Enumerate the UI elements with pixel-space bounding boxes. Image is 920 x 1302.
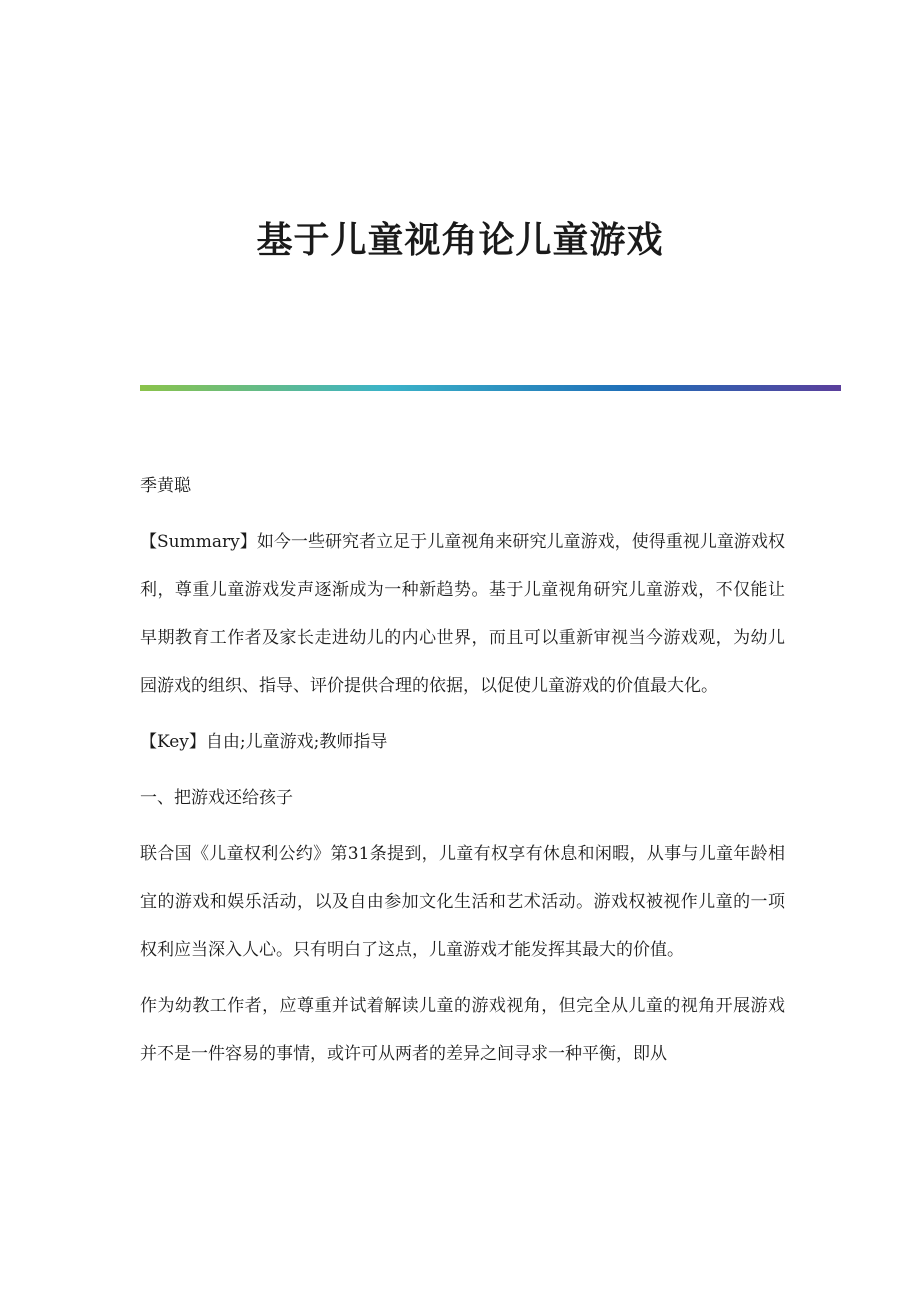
summary-paragraph: [140, 518, 785, 710]
summary-text: 如今一些研究者立足于儿童视角来研究儿童游戏，使得重视儿童游戏权利，尊重儿童游戏发声逐渐成为一种新趋势。基于儿童视角研究儿童游戏，不仅能让早期教育工作者及家长走进幼儿的内心世界，而且可以重新审视当今游戏观，为幼儿园游戏的组织、指导、评价提供合理的依据，以促使儿童游戏的价值最大化。: [140, 532, 786, 696]
keywords-paragraph: [140, 718, 785, 766]
title-divider: [140, 385, 841, 391]
document-title: 基于儿童视角论儿童游戏: [256, 219, 664, 261]
keywords-text: 自由;儿童游戏;教师指导: [205, 732, 388, 752]
section-heading: 一、把游戏还给孩子: [140, 788, 293, 808]
body-paragraph-2: 作为幼教工作者，应尊重并试着解读儿童的游戏视角，但完全从儿童的视角开展游戏并不是一件容易的事情，或许可从两者的差异之间寻求一种平衡，即从: [140, 996, 785, 1064]
author-name: 季黄聪: [140, 476, 191, 496]
summary-label: 【Summary】: [140, 532, 257, 552]
document-body: [140, 462, 785, 1086]
keywords-label: 【Key】: [140, 732, 206, 752]
body-paragraph-1: 联合国《儿童权利公约》第31条提到，儿童有权享有休息和闲暇，从事与儿童年龄相宜的游戏和娱乐活动，以及自由参加文化生活和艺术活动。游戏权被视作儿童的一项权利应当深入人心。只有明白了这点，儿童游戏才能发挥其最大的价值。: [140, 844, 785, 960]
